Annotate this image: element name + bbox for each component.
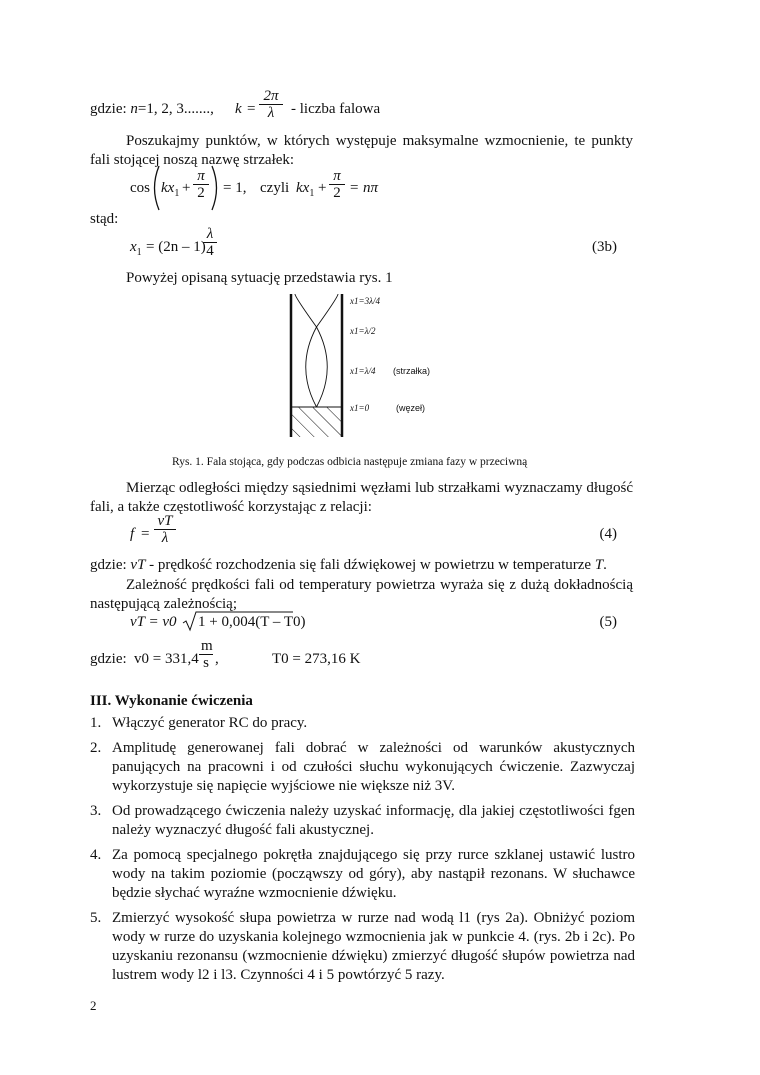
wave-curve-2 <box>306 294 338 407</box>
v0-comma: , <box>215 651 219 667</box>
czyli-fraction: $\frac{\pi}{2}$ <box>329 168 345 201</box>
fig-label-l4: x1=λ/4 <box>350 366 376 376</box>
step-item: 3. Od prowadzącego ćwiczenia należy uzyskać informację, dla jakiej częstotliwości fgen należy wyznaczyć długość fali akustycznej. <box>90 803 635 838</box>
czyli-kx: $kx_1$ <box>296 180 315 199</box>
k-fraction <box>259 88 283 121</box>
cos-plus: + <box>182 180 191 196</box>
czyli-rhs: nπ <box>363 180 379 196</box>
v0-unit-fraction: $\frac{m}{s}$ <box>201 638 213 671</box>
x1-fraction: $\frac{\lambda}{4}$ <box>203 226 217 259</box>
standing-wave-figure <box>280 290 480 440</box>
paragraph-mierzac: Mierząc odległości między sąsiednimi węzłami lub strzałkami wyznaczamy długość fali, a także częstotliwość korzystając z relacji: <box>90 480 633 515</box>
k-description: - liczba falowa <box>291 101 381 117</box>
cos-left-paren <box>149 164 161 212</box>
step-item: 2. Amplitudę generowanej fali dobrać w zależności od warunków akustycznych panujących na pracowni i od czułości słuchu wykonujących ćwiczenie. Zazwyczaj wykorzystuje się napięcie wyjściowe nie większe niż 3V. <box>90 740 635 794</box>
k-denominator: λ <box>267 105 275 121</box>
eq5-lhs: vT = v0 <box>130 614 177 630</box>
gdzie-prefix-3: gdzie: <box>90 651 127 667</box>
page-number: 2 <box>90 998 97 1013</box>
equation-number-3b: (3b) <box>592 239 617 255</box>
f-eq: = <box>141 526 150 542</box>
fig-note-strzalka: (strzałka) <box>393 366 431 376</box>
x1-eq: = (2n – 1) <box>146 239 206 255</box>
cos-right-paren <box>210 164 222 212</box>
gdzie-line-1 <box>90 101 214 118</box>
step-item: 5. Zmierzyć wysokość słupa powietrza w rurze nad wodą l1 (rys 2a). Obniżyć poziom wody w rurze do uzyskania kolejnego wzmocnienia jak w punkcie 4. (rys. 2b i 2c). Po uzyskaniu rezonansu (wzmocnienie dźwięku) zmierzyć długość słupów powietrza nad lustrem wody l2 i l3. Czynności 4 i 5 powtórzyć 5 razy. <box>90 910 635 983</box>
czyli-word: czyli <box>260 180 290 196</box>
fig-label-0: x1=0 <box>350 403 370 413</box>
figure-caption: Rys. 1. Fala stojąca, gdy podczas odbicia następuje zmiana fazy w przeciwną <box>172 456 528 468</box>
paragraph-strzalki: Poszukajmy punktów, w których występuje maksymalne wzmocnienie, te punkty fali stojącej noszą nazwę strzałek: <box>90 133 633 168</box>
section-heading: III. Wykonanie ćwiczenia <box>90 693 253 709</box>
fig-note-wezel: (węzeł) <box>396 403 426 413</box>
czyli-plus: + <box>318 180 327 196</box>
eq5-radicand: 1 + 0,004(T – T0) <box>198 614 306 630</box>
x1-lhs: $x_1$ <box>130 239 142 258</box>
cos-fraction: $\frac{\pi}{2}$ <box>193 168 209 201</box>
step-item: 1. Włączyć generator RC do pracy. <box>90 715 308 731</box>
fig-label-3l4: x1=3λ/4 <box>350 296 380 306</box>
k-numerator: 2π <box>259 88 283 105</box>
fig-label-l2: x1=λ/2 <box>350 326 376 336</box>
cos-word: cos <box>130 180 150 196</box>
v0-value: v0 = 331,4 <box>134 651 199 667</box>
equation-number-5: (5) <box>599 614 617 630</box>
gdzie-prefix: gdzie: <box>90 101 131 117</box>
gdzie-line-2: gdzie: vT - prędkość rozchodzenia się fali dźwiękowej w powietrzu w temperaturze T. <box>90 557 607 573</box>
equation-number-4: (4) <box>599 526 617 542</box>
water-hatch <box>292 407 341 437</box>
n-values: =1, 2, 3......., <box>137 101 214 117</box>
paragraph-rys1-intro: Powyżej opisaną sytuację przedstawia rys. 1 <box>126 270 393 286</box>
n-symbol: n <box>130 101 138 117</box>
stad-word: stąd: <box>90 211 119 227</box>
cos-kx: $kx_1$ <box>161 180 180 199</box>
paragraph-zaleznosc: Zależność prędkości fali od temperatury powietrza wyraża się z dużą dokładnością następującą zależnością; <box>90 577 633 612</box>
k-symbol: k <box>235 101 242 117</box>
t0-value: T0 = 273,16 K <box>272 651 361 667</box>
f-fraction: $\frac{vT}{\lambda}$ <box>154 513 176 546</box>
f-lhs: f <box>130 526 135 542</box>
procedure-list <box>90 714 635 991</box>
step-item: 4. Za pomocą specjalnego pokrętła znajdującego się przy rurce szklanej ustawić lustro wody na takim poziomie (począwszy od góry), aby nastąpił rezonans. W słuchawce będzie słychać wyraźne wzmocnienie dźwięku. <box>90 847 635 901</box>
czyli-eq: = <box>350 180 359 196</box>
cos-equals-one: = 1, <box>223 180 247 196</box>
k-eq: = <box>247 101 256 117</box>
wave-curve-1 <box>295 294 327 407</box>
